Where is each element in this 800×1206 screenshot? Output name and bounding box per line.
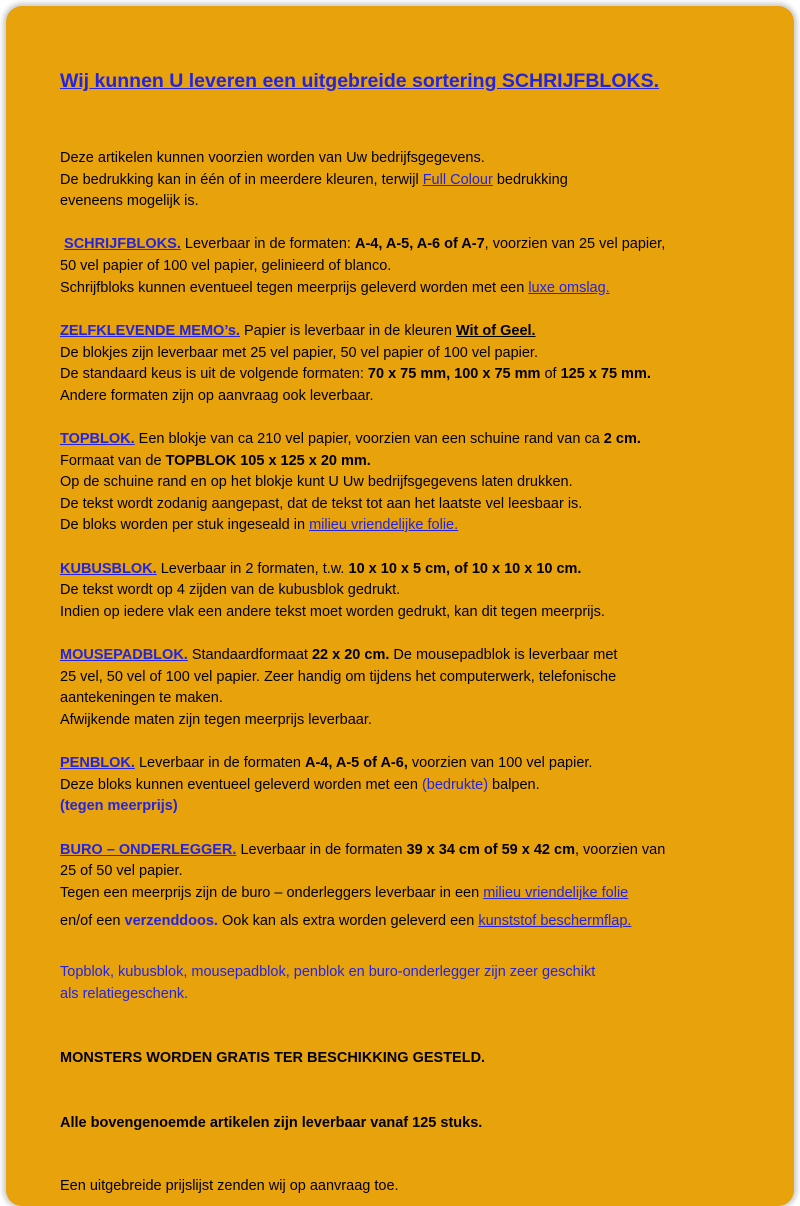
topblok-line-4: De tekst wordt zodanig aangepast, dat de tekst tot aan het laatste vel leesbaar is.: [60, 496, 583, 512]
topblok-line-1: TOPBLOK. Een blokje van ca 210 vel papier, voorzien van een schuine rand van ca 2 cm.: [60, 431, 641, 447]
memo-line-3: De standaard keus is uit de volgende formaten: 70 x 75 mm, 100 x 75 mm of 125 x 75 mm.: [60, 366, 651, 382]
topblok-line-5: De bloks worden per stuk ingeseald in milieu vriendelijke folie.: [60, 517, 459, 533]
topblok-heading-link[interactable]: TOPBLOK.: [60, 431, 135, 447]
intro-line-1: Deze artikelen kunnen voorzien worden van Uw bedrijfsgegevens.: [60, 150, 485, 166]
gift-line-2: als relatiegeschenk.: [60, 986, 189, 1002]
page-title[interactable]: Wij kunnen U leveren een uitgebreide sortering SCHRIJFBLOKS.: [60, 70, 660, 92]
content-card: [6, 6, 794, 1206]
buro-milieu-folie-link[interactable]: milieu vriendelijke folie: [483, 885, 629, 901]
buro-line-3: Tegen een meerprijs zijn de buro – onderleggers leverbaar in een milieu vriendelijke folie: [60, 885, 629, 901]
topblok-line-2: Formaat van de TOPBLOK 105 x 125 x 20 mm.: [60, 453, 371, 469]
full-colour-link[interactable]: Full Colour: [422, 172, 493, 188]
memo-heading-link[interactable]: ZELFKLEVENDE MEMO’s.: [60, 323, 240, 339]
buro-line-4: en/of een verzenddoos. Ook kan als extra worden geleverd een kunststof beschermflap.: [60, 913, 632, 929]
topblok-line-3: Op de schuine rand en op het blokje kunt U Uw bedrijfsgegevens laten drukken.: [60, 474, 573, 490]
buro-line-2: 25 of 50 vel papier.: [60, 863, 183, 879]
luxe-omslag-link[interactable]: luxe omslag.: [528, 280, 610, 296]
kubus-line-2: De tekst wordt op 4 zijden van de kubusblok gedrukt.: [60, 582, 401, 598]
mousepad-line-1: MOUSEPADBLOK. Standaardformaat 22 x 20 cm. De mousepadblok is leverbaar met: [60, 647, 618, 663]
pricelist-notice: Een uitgebreide prijslijst zenden wij op aanvraag toe.: [60, 1178, 399, 1194]
kubus-line-3: Indien op iedere vlak een andere tekst moet worden gedrukt, kan dit tegen meerprijs.: [60, 604, 605, 620]
memo-line-2: De blokjes zijn leverbaar met 25 vel papier, 50 vel papier of 100 vel papier.: [60, 345, 538, 361]
mousepad-line-3: aantekeningen te maken.: [60, 690, 223, 706]
kubus-line-1: KUBUSBLOK. Leverbaar in 2 formaten, t.w. 10 x 10 x 5 cm, of 10 x 10 x 10 cm.: [60, 561, 582, 577]
minimum-order-notice: Alle bovengenoemde artikelen zijn leverbaar vanaf 125 stuks.: [60, 1115, 483, 1131]
penblok-line-3: (tegen meerprijs): [60, 798, 178, 814]
memo-line-1: ZELFKLEVENDE MEMO’s. Papier is leverbaar in de kleuren Wit of Geel.: [60, 323, 536, 339]
gift-line-1: Topblok, kubusblok, mousepadblok, penblok en buro-onderlegger zijn zeer geschikt: [60, 964, 596, 980]
milieu-folie-link[interactable]: milieu vriendelijke folie.: [309, 517, 459, 533]
kubusblok-heading-link[interactable]: KUBUSBLOK.: [60, 561, 157, 577]
mousepadblok-heading-link[interactable]: MOUSEPADBLOK.: [60, 647, 188, 663]
schrijfbloks-line-3: Schrijfbloks kunnen eventueel tegen meerprijs geleverd worden met een luxe omslag.: [60, 280, 610, 296]
schrijfbloks-line-2: 50 vel papier of 100 vel papier, gelinieerd of blanco.: [60, 258, 392, 274]
schrijfbloks-line-1: SCHRIJFBLOKS. Leverbaar in de formaten: A-4, A-5, A-6 of A-7, voorzien van 25 vel papier,: [64, 236, 666, 252]
buro-onderlegger-heading-link[interactable]: BURO – ONDERLEGGER.: [60, 842, 237, 858]
buro-line-1: BURO – ONDERLEGGER. Leverbaar in de formaten 39 x 34 cm of 59 x 42 cm, voorzien van: [60, 842, 666, 858]
mousepad-line-2: 25 vel, 50 vel of 100 vel papier. Zeer handig om tijdens het computerwerk, telefonische: [60, 669, 617, 685]
kunststof-beschermflap-link[interactable]: kunststof beschermflap.: [478, 913, 632, 929]
penblok-line-1: PENBLOK. Leverbaar in de formaten A-4, A-5 of A-6, voorzien van 100 vel papier.: [60, 755, 593, 771]
intro-line-3: eveneens mogelijk is.: [60, 193, 199, 209]
intro-line-2: De bedrukking kan in één of in meerdere kleuren, terwijl Full Colour bedrukking: [60, 172, 568, 188]
penblok-heading-link[interactable]: PENBLOK.: [60, 755, 135, 771]
penblok-line-2: Deze bloks kunnen eventueel geleverd worden met een (bedrukte) balpen.: [60, 777, 540, 793]
schrijfbloks-heading-link[interactable]: SCHRIJFBLOKS.: [64, 236, 181, 252]
monsters-notice: MONSTERS WORDEN GRATIS TER BESCHIKKING GESTELD.: [60, 1050, 486, 1066]
mousepad-line-4: Afwijkende maten zijn tegen meerprijs leverbaar.: [60, 712, 372, 728]
memo-line-4: Andere formaten zijn op aanvraag ook leverbaar.: [60, 388, 374, 404]
